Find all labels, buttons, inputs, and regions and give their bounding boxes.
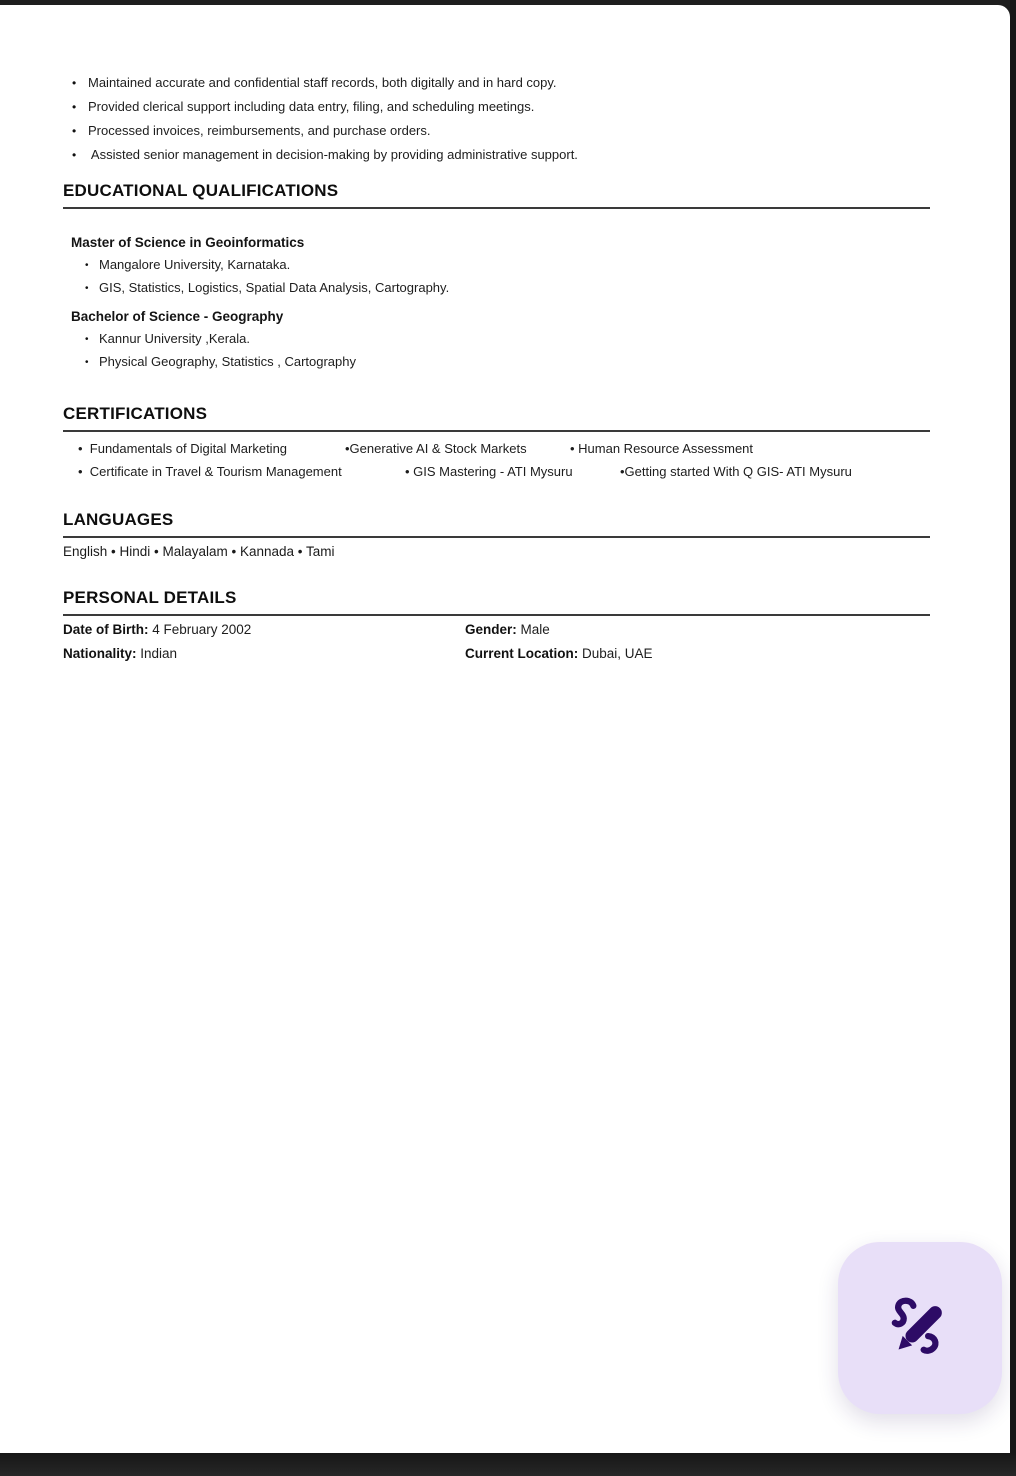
- list-item: [85, 254, 930, 277]
- degree-points: [63, 254, 930, 300]
- section-languages: [63, 510, 930, 563]
- section-personal-details: [63, 588, 930, 666]
- certification-item: • Certificate in Travel & Tourism Management: [78, 464, 342, 479]
- certification-item: • Fundamentals of Digital Marketing: [78, 441, 288, 456]
- edit-signature-fab[interactable]: [838, 1242, 1002, 1414]
- nationality-value: Indian: [136, 646, 178, 661]
- signature-pen-icon: [883, 1291, 957, 1365]
- gender-field: [465, 618, 550, 642]
- document-content: [0, 5, 1010, 666]
- bullet-icon: •: [72, 148, 77, 162]
- list-item: [72, 71, 930, 95]
- certification-item: •Getting started With Q GIS- ATI Mysuru: [620, 464, 852, 479]
- point-text: Physical Geography, Statistics , Cartography: [99, 354, 356, 369]
- list-item: [85, 328, 930, 351]
- list-item: [85, 351, 930, 374]
- bullet-icon: •: [72, 124, 77, 138]
- right-edge: [1010, 0, 1016, 1476]
- list-item: [72, 95, 930, 119]
- bullet-icon: •: [85, 357, 89, 368]
- section-certifications: [63, 404, 930, 483]
- degree-title: Bachelor of Science - Geography: [71, 309, 284, 324]
- degree-title: Master of Science in Geoinformatics: [71, 235, 305, 250]
- duty-text: Assisted senior management in decision-making by providing administrative support.: [88, 147, 578, 162]
- duties-list: [63, 71, 930, 167]
- duty-text: Provided clerical support including data entry, filing, and scheduling meetings.: [88, 99, 535, 114]
- bullet-icon: •: [72, 76, 77, 90]
- location-value: Dubai, UAE: [578, 646, 653, 661]
- location-field: [465, 642, 653, 666]
- list-item: [72, 119, 930, 143]
- document-page: [0, 5, 1010, 1453]
- dob-value: 4 February 2002: [148, 622, 252, 637]
- degree-points: [63, 328, 930, 374]
- duty-text: Maintained accurate and confidential staff records, both digitally and in hard copy.: [88, 75, 557, 90]
- gender-value: Male: [516, 622, 550, 637]
- personal-details-row: [63, 642, 930, 666]
- bullet-icon: •: [85, 334, 89, 345]
- location-label: Current Location:: [465, 646, 579, 661]
- personal-details-grid: [63, 618, 930, 666]
- certifications-heading: CERTIFICATIONS: [63, 404, 930, 432]
- languages-line: English • Hindi • Malayalam • Kannada • Tami: [63, 544, 335, 559]
- bullet-icon: •: [85, 260, 89, 271]
- point-text: GIS, Statistics, Logistics, Spatial Data Analysis, Cartography.: [99, 280, 450, 295]
- certifications-row: [63, 437, 930, 460]
- certification-item: •Generative AI & Stock Markets: [345, 441, 527, 456]
- certification-item: • Human Resource Assessment: [570, 441, 754, 456]
- section-education: [63, 181, 930, 374]
- bottom-edge: [0, 1453, 1016, 1476]
- education-heading: EDUCATIONAL QUALIFICATIONS: [63, 181, 930, 209]
- list-item: [72, 143, 930, 167]
- bullet-icon: •: [85, 283, 89, 294]
- gender-label: Gender:: [465, 622, 517, 637]
- duty-text: Processed invoices, reimbursements, and purchase orders.: [88, 123, 431, 138]
- point-text: Mangalore University, Karnataka.: [99, 257, 291, 272]
- personal-details-heading: PERSONAL DETAILS: [63, 588, 930, 616]
- dob-field: [63, 618, 251, 642]
- certifications-row: [63, 460, 930, 483]
- bullet-icon: •: [72, 100, 77, 114]
- personal-details-row: [63, 618, 930, 642]
- nationality-field: [63, 642, 177, 666]
- languages-heading: LANGUAGES: [63, 510, 930, 538]
- nationality-label: Nationality:: [63, 646, 137, 661]
- certification-item: • GIS Mastering - ATI Mysuru: [405, 464, 573, 479]
- list-item: [85, 277, 930, 300]
- top-edge: [0, 0, 1016, 5]
- point-text: Kannur University ,Kerala.: [99, 331, 251, 346]
- dob-label: Date of Birth:: [63, 622, 149, 637]
